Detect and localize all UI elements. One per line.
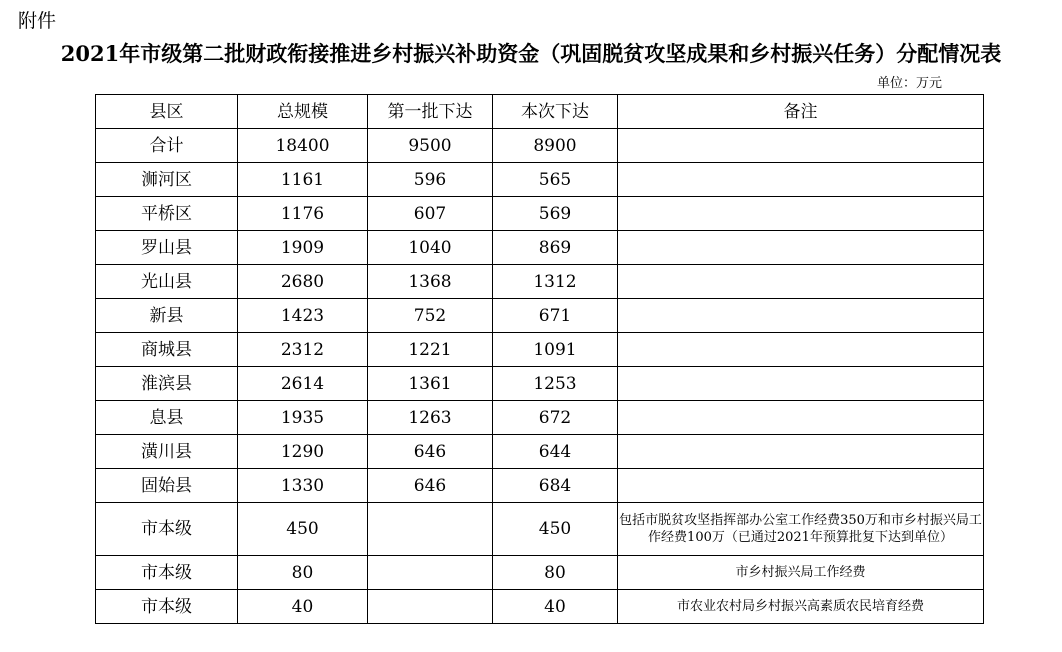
this-batch-cell: 80 xyxy=(493,556,618,590)
remark-cell xyxy=(618,367,984,401)
total-cell: 1176 xyxy=(238,197,368,231)
county-cell: 平桥区 xyxy=(96,197,238,231)
this-batch-cell: 672 xyxy=(493,401,618,435)
total-cell: 1935 xyxy=(238,401,368,435)
this-batch-cell: 569 xyxy=(493,197,618,231)
this-batch-cell: 1253 xyxy=(493,367,618,401)
first-batch-cell xyxy=(368,556,493,590)
county-cell: 市本级 xyxy=(96,503,238,556)
total-cell: 1161 xyxy=(238,163,368,197)
header-total: 总规模 xyxy=(238,95,368,129)
remark-cell xyxy=(618,129,984,163)
county-cell: 潢川县 xyxy=(96,435,238,469)
remark-cell xyxy=(618,231,984,265)
remark-cell: 市农业农村局乡村振兴高素质农民培育经费 xyxy=(618,590,984,624)
table-row xyxy=(96,367,984,401)
this-batch-cell: 869 xyxy=(493,231,618,265)
remark-cell xyxy=(618,197,984,231)
table-row xyxy=(96,231,984,265)
remark-cell: 包括市脱贫攻坚指挥部办公室工作经费350万和市乡村振兴局工作经费100万（已通过2021年预算批复下达到单位） xyxy=(618,503,984,556)
county-cell: 息县 xyxy=(96,401,238,435)
remark-cell xyxy=(618,333,984,367)
first-batch-cell xyxy=(368,503,493,556)
table-row xyxy=(96,265,984,299)
remark-cell xyxy=(618,401,984,435)
first-batch-cell: 607 xyxy=(368,197,493,231)
this-batch-cell: 1091 xyxy=(493,333,618,367)
this-batch-cell: 644 xyxy=(493,435,618,469)
this-batch-cell: 565 xyxy=(493,163,618,197)
first-batch-cell: 646 xyxy=(368,435,493,469)
table-row xyxy=(96,333,984,367)
first-batch-cell: 646 xyxy=(368,469,493,503)
table-row xyxy=(96,299,984,333)
total-cell: 18400 xyxy=(238,129,368,163)
county-cell: 浉河区 xyxy=(96,163,238,197)
total-cell: 80 xyxy=(238,556,368,590)
county-cell: 固始县 xyxy=(96,469,238,503)
total-cell: 2680 xyxy=(238,265,368,299)
total-cell: 1423 xyxy=(238,299,368,333)
first-batch-cell: 1040 xyxy=(368,231,493,265)
table-header-row xyxy=(96,95,984,129)
county-cell: 市本级 xyxy=(96,590,238,624)
table-row xyxy=(96,590,984,624)
first-batch-cell: 9500 xyxy=(368,129,493,163)
allocation-table xyxy=(95,94,984,624)
unit-label: 单位：万元 xyxy=(876,76,942,91)
county-cell: 罗山县 xyxy=(96,231,238,265)
county-cell: 新县 xyxy=(96,299,238,333)
table-row xyxy=(96,129,984,163)
total-cell: 1290 xyxy=(238,435,368,469)
this-batch-cell: 8900 xyxy=(493,129,618,163)
header-this-batch: 本次下达 xyxy=(493,95,618,129)
table-row xyxy=(96,197,984,231)
remark-cell xyxy=(618,469,984,503)
first-batch-cell: 1263 xyxy=(368,401,493,435)
total-cell: 40 xyxy=(238,590,368,624)
this-batch-cell: 684 xyxy=(493,469,618,503)
this-batch-cell: 450 xyxy=(493,503,618,556)
attachment-label: 附件 xyxy=(18,10,57,32)
remark-cell xyxy=(618,299,984,333)
first-batch-cell: 1368 xyxy=(368,265,493,299)
county-cell: 光山县 xyxy=(96,265,238,299)
this-batch-cell: 40 xyxy=(493,590,618,624)
table-row xyxy=(96,469,984,503)
total-cell: 1330 xyxy=(238,469,368,503)
this-batch-cell: 1312 xyxy=(493,265,618,299)
document-title: 2021年市级第二批财政衔接推进乡村振兴补助资金（巩固脱贫攻坚成果和乡村振兴任务）分配情况表 xyxy=(60,41,1002,66)
remark-cell xyxy=(618,265,984,299)
total-cell: 1909 xyxy=(238,231,368,265)
county-cell: 市本级 xyxy=(96,556,238,590)
table-row xyxy=(96,401,984,435)
remark-cell: 市乡村振兴局工作经费 xyxy=(618,556,984,590)
header-first-batch: 第一批下达 xyxy=(368,95,493,129)
table-row xyxy=(96,435,984,469)
header-remark: 备注 xyxy=(618,95,984,129)
first-batch-cell: 752 xyxy=(368,299,493,333)
first-batch-cell: 1361 xyxy=(368,367,493,401)
first-batch-cell: 596 xyxy=(368,163,493,197)
total-cell: 2312 xyxy=(238,333,368,367)
remark-cell xyxy=(618,163,984,197)
table-row xyxy=(96,556,984,590)
table-row xyxy=(96,503,984,556)
county-cell: 合计 xyxy=(96,129,238,163)
table-body xyxy=(96,129,984,624)
total-cell: 2614 xyxy=(238,367,368,401)
total-cell: 450 xyxy=(238,503,368,556)
first-batch-cell: 1221 xyxy=(368,333,493,367)
this-batch-cell: 671 xyxy=(493,299,618,333)
table-row xyxy=(96,163,984,197)
first-batch-cell xyxy=(368,590,493,624)
county-cell: 商城县 xyxy=(96,333,238,367)
remark-cell xyxy=(618,435,984,469)
header-county: 县区 xyxy=(96,95,238,129)
county-cell: 淮滨县 xyxy=(96,367,238,401)
